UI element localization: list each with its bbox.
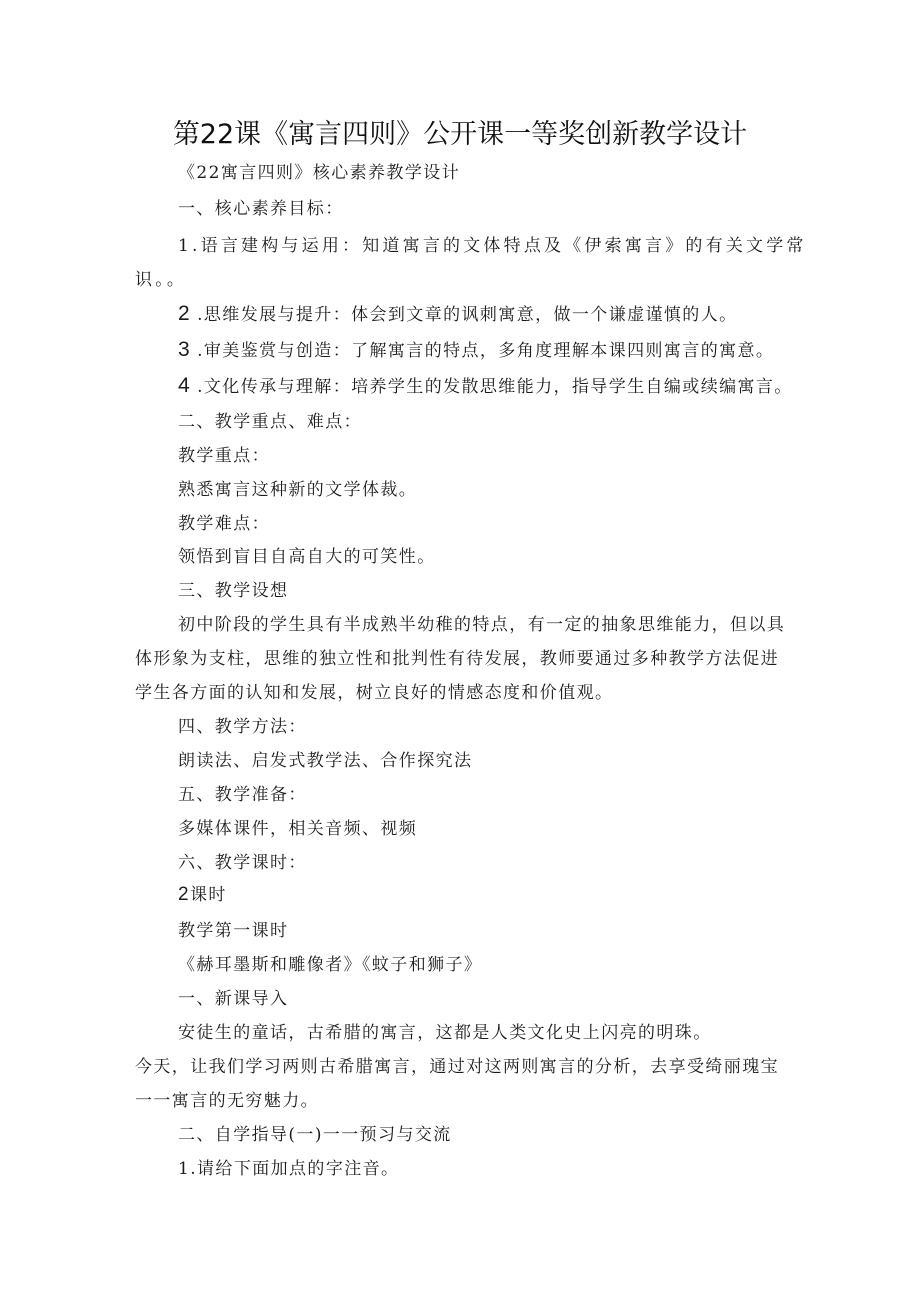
section-heading-key-points: 二、教学重点、难点：: [178, 412, 362, 432]
self-study-item-1: 1.请给下面加点的字注音。: [178, 1159, 400, 1179]
document-title: 第22课《寓言四则》公开课一等奖创新教学设计: [172, 119, 748, 150]
class-hours: [178, 884, 227, 906]
goal-2-number: 2: [178, 302, 192, 325]
goal-3-number: 3: [178, 338, 192, 361]
goal-1-line-1: 1.语言建构与运用：知道寓言的文体特点及《伊索寓言》的有关文学常: [178, 236, 807, 256]
section-heading-teaching-idea: 三、教学设想: [178, 581, 289, 601]
lesson-1-heading: 教学第一课时: [178, 921, 289, 941]
teaching-idea-line-1: 初中阶段的学生具有半成熟半幼稚的特点，有一定的抽象思维能力，但以具: [178, 615, 786, 635]
methods-text: 朗读法、启发式教学法、合作探究法: [178, 751, 473, 771]
document-subtitle: 《22寓言四则》核心素养教学设计: [178, 163, 461, 183]
key-point-text: 熟悉寓言这种新的文学体裁。: [178, 480, 418, 500]
section-heading-methods: 四、教学方法：: [178, 717, 307, 737]
intro-line-2: 今天，让我们学习两则古希腊寓言，通过对这两则寓言的分析，去享受绮丽瑰宝: [135, 1057, 779, 1077]
class-hours-number: 2: [178, 884, 190, 905]
goal-4-text: .文化传承与理解：培养学生的发散思维能力，指导学生自编或续编寓言。: [197, 377, 793, 397]
goal-3: [178, 339, 774, 362]
section-heading-preparation: 五、教学准备：: [178, 785, 307, 805]
intro-heading: 一、新课导入: [178, 989, 289, 1009]
preparation-text: 多媒体课件，相关音频、视频: [178, 819, 418, 839]
teaching-idea-line-3: 学生各方面的认知和发展，树立良好的情感态度和价值观。: [135, 683, 614, 703]
class-hours-text: 课时: [189, 885, 227, 905]
goal-3-text: .审美鉴赏与创造：了解寓言的特点，多角度理解本课四则寓言的寓意。: [197, 341, 775, 361]
intro-line-3: 一一寓言的无穷魅力。: [135, 1091, 319, 1111]
section-heading-goals: 一、核心素养目标：: [178, 199, 344, 219]
goal-4-number: 4: [178, 374, 192, 397]
difficulty-text: 领悟到盲目自高自大的可笑性。: [178, 547, 436, 567]
goal-4: [178, 375, 793, 398]
goal-2-text: .思维发展与提升：体会到文章的讽刺寓意，做一个谦虚谨慎的人。: [197, 305, 738, 325]
goal-2: [178, 303, 738, 326]
intro-line-1: 安徒生的童话，古希腊的寓言，这都是人类文化史上闪亮的明珠。: [178, 1023, 712, 1043]
goal-1-line-2: 识。。: [135, 270, 188, 290]
key-point-label: 教学重点：: [178, 446, 270, 466]
section-heading-class-hours: 六、教学课时：: [178, 853, 307, 873]
self-study-heading: 二、自学指导(一)一一预习与交流: [178, 1125, 452, 1145]
difficulty-label: 教学难点：: [178, 514, 270, 534]
teaching-idea-line-2: 体形象为支柱，思维的独立性和批判性有待发展，教师要通过多种教学方法促进: [135, 649, 779, 669]
lesson-1-titles: 《赫耳墨斯和雕像者》《蚊子和狮子》: [178, 955, 483, 975]
